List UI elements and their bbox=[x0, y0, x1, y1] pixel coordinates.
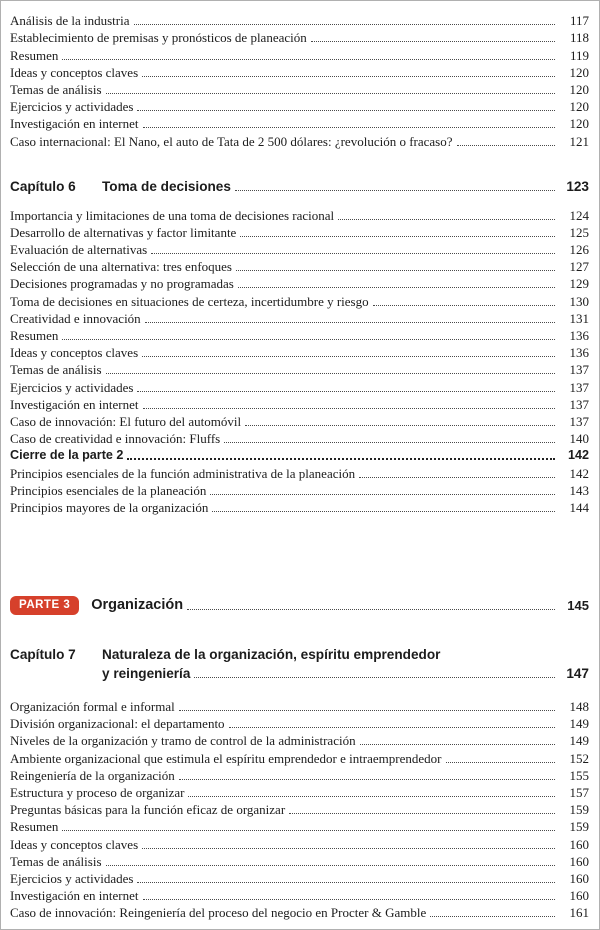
toc-entry-page: 160 bbox=[569, 888, 589, 904]
toc-entry bbox=[10, 817, 589, 834]
toc-entry-label: Estructura y proceso de organizar bbox=[10, 785, 185, 800]
dotted-leader bbox=[151, 253, 555, 254]
dotted-leader bbox=[142, 848, 555, 849]
toc-entry-page: 120 bbox=[569, 81, 589, 97]
toc-entry-page: 120 bbox=[569, 64, 589, 80]
toc-entry-label: Cierre de la parte 2 bbox=[10, 448, 124, 463]
toc-entry-page: 120 bbox=[569, 116, 589, 132]
chapter-title: Naturaleza de la organización, espíritu emprendedor bbox=[102, 646, 441, 662]
toc-entry-group bbox=[10, 697, 589, 920]
toc-entry-label: Principios esenciales de la función administrativa de la planeación bbox=[10, 465, 356, 481]
toc-entry-page: 136 bbox=[569, 345, 589, 361]
toc-entry bbox=[10, 429, 589, 446]
toc-entry-page: 149 bbox=[569, 716, 589, 732]
dotted-leader bbox=[179, 710, 555, 711]
toc-entry bbox=[10, 11, 589, 28]
part-title: Organización bbox=[91, 596, 184, 613]
toc-entry bbox=[10, 481, 589, 498]
toc-entry-label: Preguntas básicas para la función eficaz de organizar bbox=[10, 802, 286, 818]
toc-entry-label: Importancia y limitaciones de una toma de decisiones racional bbox=[10, 207, 335, 223]
toc-entry bbox=[10, 395, 589, 412]
chapter-title: Toma de decisiones bbox=[102, 178, 231, 194]
toc-entry-page: 157 bbox=[569, 785, 589, 800]
toc-entry-page: 137 bbox=[569, 379, 589, 395]
toc-entry-label: Resumen bbox=[10, 47, 59, 63]
toc-entry-label: Decisiones programadas y no programadas bbox=[10, 276, 234, 292]
dotted-leader bbox=[289, 813, 555, 814]
toc-entry bbox=[10, 274, 589, 291]
toc-entry-label: Ambiente organizacional que estimula el espíritu emprendedor e intraemprendedor bbox=[10, 750, 442, 766]
toc-entry-page: 137 bbox=[569, 362, 589, 378]
toc-entry-page: 160 bbox=[569, 870, 589, 886]
toc-entry-page: 149 bbox=[569, 733, 589, 749]
chapter-number: Capítulo 6 bbox=[10, 178, 76, 194]
toc-entry bbox=[10, 766, 589, 783]
dotted-leader bbox=[446, 762, 556, 763]
dotted-leader bbox=[187, 609, 555, 610]
toc-entry-label: Caso internacional: El Nano, el auto de Tata de 2 500 dólares: ¿revolución o fracaso? bbox=[10, 133, 453, 149]
toc-entry-page: 143 bbox=[569, 482, 589, 498]
toc-entry-label: Ejercicios y actividades bbox=[10, 379, 134, 395]
toc-entry-page: 136 bbox=[569, 328, 589, 343]
toc-entry-page: 142 bbox=[567, 448, 589, 463]
chapter-heading bbox=[10, 643, 589, 681]
toc-entry-page: 126 bbox=[569, 242, 589, 258]
toc-entry-page: 119 bbox=[569, 47, 589, 63]
toc-entry-label: Ideas y conceptos claves bbox=[10, 64, 139, 80]
toc-entry bbox=[10, 360, 589, 377]
toc-entry-label: Temas de análisis bbox=[10, 853, 102, 869]
dotted-leader bbox=[457, 145, 556, 146]
toc-entry-label: Establecimiento de premisas y pronósticos de planeación bbox=[10, 30, 307, 46]
toc-entry bbox=[10, 257, 589, 274]
dotted-leader bbox=[194, 677, 555, 678]
dotted-leader bbox=[137, 391, 555, 392]
toc-entry bbox=[10, 697, 589, 714]
toc-entry-label: Toma de decisiones en situaciones de certeza, incertidumbre y riesgo bbox=[10, 293, 369, 309]
toc-entry-page: 124 bbox=[569, 207, 589, 223]
toc-entry-label: Investigación en internet bbox=[10, 888, 139, 904]
toc-entry bbox=[10, 223, 589, 240]
part-heading bbox=[10, 587, 589, 613]
toc-entry-page: 137 bbox=[569, 413, 589, 429]
dotted-leader bbox=[142, 76, 555, 77]
toc-entry-page: 159 bbox=[569, 819, 589, 835]
toc-entry-label: Desarrollo de alternativas y factor limitante bbox=[10, 224, 237, 240]
toc-entry-label: Resumen bbox=[10, 328, 59, 343]
toc-entry bbox=[10, 28, 589, 45]
toc-entry bbox=[10, 714, 589, 731]
chapter-title: y reingeniería bbox=[102, 665, 191, 681]
dotted-leader bbox=[212, 511, 555, 512]
dotted-leader bbox=[235, 190, 555, 191]
toc-entry bbox=[10, 869, 589, 886]
toc-entry bbox=[10, 291, 589, 308]
toc-entry-label: Creatividad e innovación bbox=[10, 310, 141, 326]
dotted-leader bbox=[359, 477, 555, 478]
toc-entry-page: 161 bbox=[569, 905, 589, 921]
chapter-page: 123 bbox=[566, 178, 589, 194]
dotted-leader bbox=[143, 408, 555, 409]
toc-entry-page: 148 bbox=[569, 699, 589, 715]
toc-entry bbox=[10, 377, 589, 394]
part-page: 145 bbox=[567, 597, 589, 613]
toc-entry bbox=[10, 498, 589, 515]
toc-entry-label: Temas de análisis bbox=[10, 362, 102, 378]
dotted-leader bbox=[106, 93, 555, 94]
toc-entry-page: 155 bbox=[569, 767, 589, 783]
toc-entry-label: División organizacional: el departamento bbox=[10, 716, 225, 732]
toc-entry-page: 144 bbox=[569, 499, 589, 515]
dotted-leader bbox=[229, 727, 555, 728]
toc-entry-label: Caso de innovación: El futuro del automóvil bbox=[10, 413, 242, 429]
toc-entry-page: 140 bbox=[569, 431, 589, 447]
dotted-leader bbox=[62, 339, 555, 340]
toc-entry-label: Selección de una alternativa: tres enfoques bbox=[10, 259, 232, 275]
dotted-leader bbox=[142, 356, 555, 357]
dotted-leader bbox=[137, 882, 555, 883]
toc-entry bbox=[10, 240, 589, 257]
toc-entry bbox=[10, 45, 589, 62]
toc-entry-label: Evaluación de alternativas bbox=[10, 242, 148, 258]
toc-entry bbox=[10, 903, 589, 920]
toc-entry-label: Investigación en internet bbox=[10, 116, 139, 132]
toc-entry-page: 142 bbox=[569, 465, 589, 481]
dotted-leader bbox=[62, 59, 555, 60]
toc-entry-label: Organización formal e informal bbox=[10, 699, 175, 715]
dotted-leader bbox=[373, 305, 555, 306]
chapter-heading-line bbox=[10, 643, 589, 662]
chapter-number: Capítulo 7 bbox=[10, 646, 76, 662]
toc-entry bbox=[10, 852, 589, 869]
toc-entry bbox=[10, 206, 589, 223]
toc-entry bbox=[10, 783, 589, 800]
toc-entry-label: Análisis de la industria bbox=[10, 13, 130, 29]
toc-entry-group bbox=[10, 206, 589, 515]
toc-entry-page: 159 bbox=[569, 802, 589, 818]
toc-entry-label: Caso de innovación: Reingeniería del proceso del negocio en Procter & Gamble bbox=[10, 905, 427, 921]
dotted-leader bbox=[210, 494, 555, 495]
toc-entry-page: 129 bbox=[569, 276, 589, 292]
toc-entry-label: Ejercicios y actividades bbox=[10, 99, 134, 115]
chapter-heading-line bbox=[10, 662, 589, 681]
dotted-leader bbox=[127, 458, 555, 460]
toc-entry-page: 127 bbox=[569, 259, 589, 275]
toc-entry bbox=[10, 412, 589, 429]
dotted-leader bbox=[143, 899, 555, 900]
dotted-leader bbox=[106, 865, 555, 866]
dotted-leader bbox=[106, 373, 555, 374]
toc-entry bbox=[10, 834, 589, 851]
dotted-leader bbox=[311, 41, 555, 42]
chapter-heading-line bbox=[10, 175, 589, 194]
toc-entry-label: Principios mayores de la organización bbox=[10, 499, 209, 515]
toc-entry-label: Ejercicios y actividades bbox=[10, 870, 134, 886]
dotted-leader bbox=[360, 744, 555, 745]
toc-entry-page: 118 bbox=[569, 30, 589, 46]
toc-entry bbox=[10, 97, 589, 114]
toc-entry-page: 152 bbox=[569, 750, 589, 766]
toc-entry bbox=[10, 886, 589, 903]
dotted-leader bbox=[145, 322, 555, 323]
toc-entry bbox=[10, 114, 589, 131]
chapter-heading bbox=[10, 175, 589, 194]
dotted-leader bbox=[430, 916, 555, 917]
toc-entry-label: Resumen bbox=[10, 819, 59, 835]
toc-entry-page: 131 bbox=[569, 310, 589, 326]
toc bbox=[10, 11, 589, 920]
toc-entry-label: Investigación en internet bbox=[10, 396, 139, 412]
toc-entry-page: 137 bbox=[569, 396, 589, 412]
dotted-leader bbox=[338, 219, 555, 220]
dotted-leader bbox=[134, 24, 555, 25]
dotted-leader bbox=[238, 287, 555, 288]
toc-entry bbox=[10, 446, 589, 463]
dotted-leader bbox=[245, 425, 555, 426]
toc-entry-page: 125 bbox=[569, 224, 589, 240]
toc-entry-label: Caso de creatividad e innovación: Fluffs bbox=[10, 431, 221, 447]
dotted-leader bbox=[62, 830, 555, 831]
toc-entry bbox=[10, 80, 589, 97]
toc-entry-page: 130 bbox=[569, 293, 589, 309]
toc-entry-page: 117 bbox=[569, 13, 589, 29]
toc-entry-page: 160 bbox=[569, 853, 589, 869]
dotted-leader bbox=[179, 779, 555, 780]
dotted-leader bbox=[236, 270, 555, 271]
toc-entry-label: Niveles de la organización y tramo de control de la administración bbox=[10, 733, 356, 749]
toc-entry bbox=[10, 731, 589, 748]
part-badge: PARTE 3 bbox=[10, 596, 79, 615]
toc-entry-label: Reingeniería de la organización bbox=[10, 767, 175, 783]
dotted-leader bbox=[224, 442, 555, 443]
toc-entry bbox=[10, 63, 589, 80]
toc-entry-page: 160 bbox=[569, 836, 589, 852]
toc-entry bbox=[10, 309, 589, 326]
toc-entry-page: 121 bbox=[569, 133, 589, 149]
toc-entry-label: Principios esenciales de la planeación bbox=[10, 482, 207, 498]
toc-entry-group bbox=[10, 11, 589, 149]
toc-entry-label: Ideas y conceptos claves bbox=[10, 836, 139, 852]
toc-entry-label: Temas de análisis bbox=[10, 81, 102, 97]
dotted-leader bbox=[188, 796, 555, 797]
toc-entry bbox=[10, 748, 589, 765]
dotted-leader bbox=[137, 110, 555, 111]
toc-entry-page: 120 bbox=[569, 99, 589, 115]
toc-entry bbox=[10, 463, 589, 480]
toc-entry-label: Ideas y conceptos claves bbox=[10, 345, 139, 361]
toc-entry bbox=[10, 343, 589, 360]
toc-entry bbox=[10, 326, 589, 343]
chapter-page: 147 bbox=[566, 665, 589, 681]
toc-entry bbox=[10, 131, 589, 148]
dotted-leader bbox=[240, 236, 555, 237]
dotted-leader bbox=[143, 127, 555, 128]
toc-entry bbox=[10, 800, 589, 817]
